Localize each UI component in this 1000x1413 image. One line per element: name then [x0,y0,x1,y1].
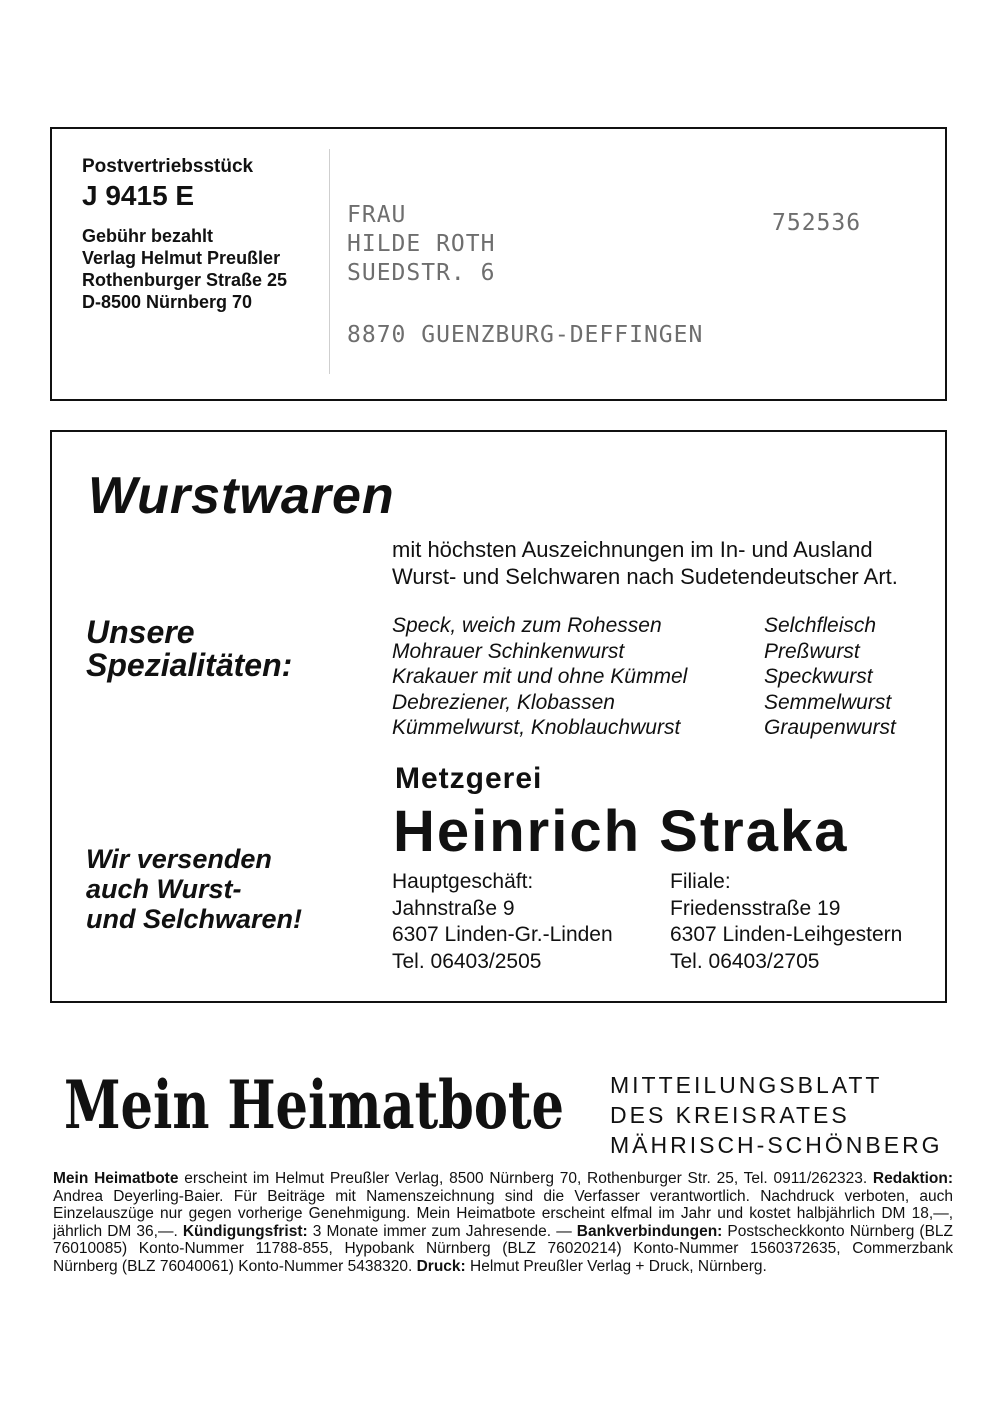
address-line: Filiale: [670,870,731,893]
postal-label: Postvertriebsstück [82,156,254,177]
specialty-item: Preßwurst [764,639,860,663]
specialties-list-2 [764,613,896,741]
sender-line: Verlag Helmut Preußler [82,248,281,268]
address-divider [329,149,330,374]
recipient-address [347,201,495,288]
specialties-heading-line: Spezialitäten: [86,647,293,683]
address-line: Jahnstraße 9 [392,896,515,920]
specialty-item: Selchfleisch [764,614,877,637]
specialty-item: Speck, weich zum Rohessen [392,614,662,637]
recipient-number: 752536 [772,210,862,236]
address-line: Hauptgeschäft: [392,870,534,893]
butcher-advertisement [50,430,947,1003]
specialty-item: Krakauer mit und ohne Kümmel [392,665,688,688]
shop-type: Metzgerei [395,762,543,795]
sender-line: Gebühr bezahlt [82,226,214,246]
shipping-line: und Selchwaren! [86,904,303,934]
specialty-item: Debreziener, Klobassen [392,690,615,714]
imprint-run: Helmut Preußler Verlag + Druck, Nürnberg. [465,1257,767,1275]
intro-line: Wurst- und Selchwaren nach Sudetendeutscher Art. [392,564,898,589]
sender-line: D-8500 Nürnberg 70 [82,292,253,312]
ad-intro [392,536,898,590]
newspaper-logo [58,1040,570,1158]
address-line: Tel. 06403/2705 [670,949,820,973]
subtitle-line: MITTEILUNGSBLATT [610,1072,883,1098]
logo-text: Mein Heimatbote [64,1066,564,1144]
recipient-line: FRAU [347,202,407,228]
imprint-run: Postscheckkonto Nürnberg (BLZ 76010085) Konto-Nummer 11788-855, Hypobank Nürnberg (BLZ 76020214) Konto-Nummer 1560372635, Commerzbank Nürnberg (BLZ 76040061) Konto-Nummer 5438320. [53,1222,953,1275]
branch-store-address [670,869,902,975]
imprint-bold-run: Redaktion: [872,1170,954,1187]
shipping-line: auch Wurst- [86,874,242,904]
specialties-list-1 [392,613,687,741]
shop-name: Heinrich Straka [393,799,849,864]
shipping-line: Wir versenden [86,844,272,874]
imprint-run: erscheint im Helmut Preußler Verlag, 8500 Nürnberg 70, Rothenburger Str. 25, Tel. 0911/262323. [178,1170,873,1187]
specialties-heading-line: Unsere [86,614,195,650]
specialties-heading [86,616,292,682]
specialty-item: Semmelwurst [764,690,892,714]
specialty-item: Graupenwurst [764,716,896,739]
address-line: Tel. 06403/2505 [392,949,542,973]
specialty-item: Kümmelwurst, Knoblauchwurst [392,716,681,739]
imprint-bold-run: Kündigungsfrist: [182,1222,308,1240]
subtitle-line: MÄHRISCH-SCHÖNBERG [610,1132,943,1158]
masthead-subtitle [610,1070,943,1160]
main-store-address [392,869,613,975]
imprint-bold-run: Mein Heimatbote [53,1170,179,1187]
sender-address [82,225,287,313]
address-line: Friedensstraße 19 [670,896,841,920]
mailing-label [50,127,947,401]
specialty-item: Mohrauer Schinkenwurst [392,639,625,663]
address-line: 6307 Linden-Gr.-Linden [392,923,613,946]
address-line: 6307 Linden-Leihgestern [670,923,903,946]
recipient-line: SUEDSTR. 6 [347,260,496,286]
recipient-city: 8870 GUENZBURG-DEFFINGEN [347,322,704,348]
sender-line: Rothenburger Straße 25 [82,270,288,290]
specialty-item: Speckwurst [764,665,873,688]
imprint-text [53,1170,953,1275]
shipping-note [86,844,302,934]
subtitle-line: DES KREISRATES [610,1102,850,1128]
imprint-bold-run: Bankverbindungen: [576,1222,723,1240]
imprint-run: Andrea Deyerling-Baier. Für Beiträge mit Namenszeichnung sind die Verfasser verantwortlich. Nachdruck verboten, auch Einzelauszüge nur gegen vorherige Genehmigung. Mein Heimatbote erscheint elfmal im Jahr und kostet halbjährlich DM 18,—, jährlich DM 36,—. [53,1187,953,1240]
ad-title: Wurstwaren [88,467,395,525]
imprint-run: 3 Monate immer zum Jahresende. — [307,1222,577,1240]
intro-line: mit höchsten Auszeichnungen im In- und Ausland [392,537,873,562]
postal-code: J 9415 E [82,180,195,211]
recipient-line: HILDE ROTH [347,231,496,257]
imprint-bold-run: Druck: [416,1257,466,1275]
